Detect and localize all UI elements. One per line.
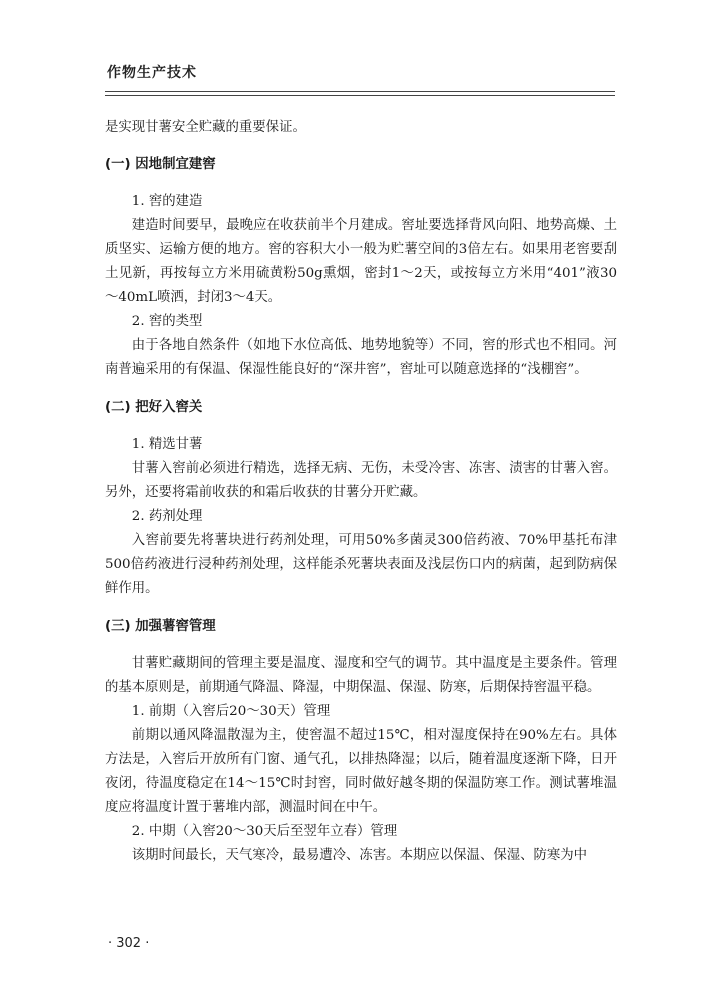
paragraph-3-intro: 甘薯贮藏期间的管理主要是温度、湿度和空气的调节。其中温度是主要条件。管理的基本原则是，前期通气降温、降湿，中期保温、保湿、防寒，后期保持窖温平稳。 [105,656,617,695]
header-title: 作物生产技术 [107,65,197,81]
subheading-2-1: 1. 精选甘薯 [131,437,203,452]
paragraph-1-2: 由于各地自然条件（如地下水位高低、地势地貌等）不同，窖的形式也不相同。河南普遍采用的有保温、保湿性能良好的“深井窖”，窖址可以随意选择的“浅棚窖”。 [105,338,617,377]
body-text [105,116,617,868]
section-heading-3: (三) 加强薯窖管理 [105,619,216,634]
running-header [105,63,615,96]
paragraph-3-1: 前期以通风降温散湿为主，使窖温不超过15℃，相对湿度保持在90%左右。具体方法是，入窖后开放所有门窗、通气孔，以排热降湿；以后，随着温度逐渐下降，日开夜闭，待温度稳定在14～15℃时封窖，同时做好越冬期的保温防寒工作。测试薯堆温度应将温度计置于薯堆内部，测温时间在中午。 [105,728,617,815]
header-rule-top [105,91,615,92]
header-rule-bottom [105,95,615,96]
paragraph-2-1: 甘薯入窖前必须进行精选，选择无病、无伤，未受冷害、冻害、渍害的甘薯入窖。另外，还要将霜前收获的和霜后收获的甘薯分开贮藏。 [105,461,617,500]
paragraph-2-2: 入窖前要先将薯块进行药剂处理，可用50%多菌灵300倍药液、70%甲基托布津500倍药液进行浸种药剂处理，这样能杀死薯块表面及浅层伤口内的病菌，起到防病保鲜作用。 [105,533,617,596]
subheading-1-1: 1. 窖的建造 [131,194,203,209]
subheading-2-2: 2. 药剂处理 [131,509,203,524]
section-heading-2: (二) 把好入窖关 [105,400,203,415]
section-heading-1: (一) 因地制宜建窖 [105,157,216,172]
subheading-3-2: 2. 中期（入窖20～30天后至翌年立春）管理 [131,824,398,839]
subheading-1-2: 2. 窖的类型 [131,314,203,329]
paragraph-1-1: 建造时间要早，最晚应在收获前半个月建成。窖址要选择背风向阳、地势高燥、土质坚实、运输方便的地方。窖的容积大小一般为贮薯空间的3倍左右。如果用老窖要刮土见新，再按每立方米用硫黄粉50g熏烟，密封1～2天，或按每立方米用“401”液30～40mL喷洒，封闭3～4天。 [105,218,617,305]
subheading-3-1: 1. 前期（入窖后20～30天）管理 [131,704,331,719]
paragraph-3-2: 该期时间最长，天气寒冷，最易遭冷、冻害。本期应以保温、保湿、防寒为中 [131,848,588,863]
intro-paragraph: 是实现甘薯安全贮藏的重要保证。 [105,120,306,135]
page-number: · 302 · [108,936,150,951]
